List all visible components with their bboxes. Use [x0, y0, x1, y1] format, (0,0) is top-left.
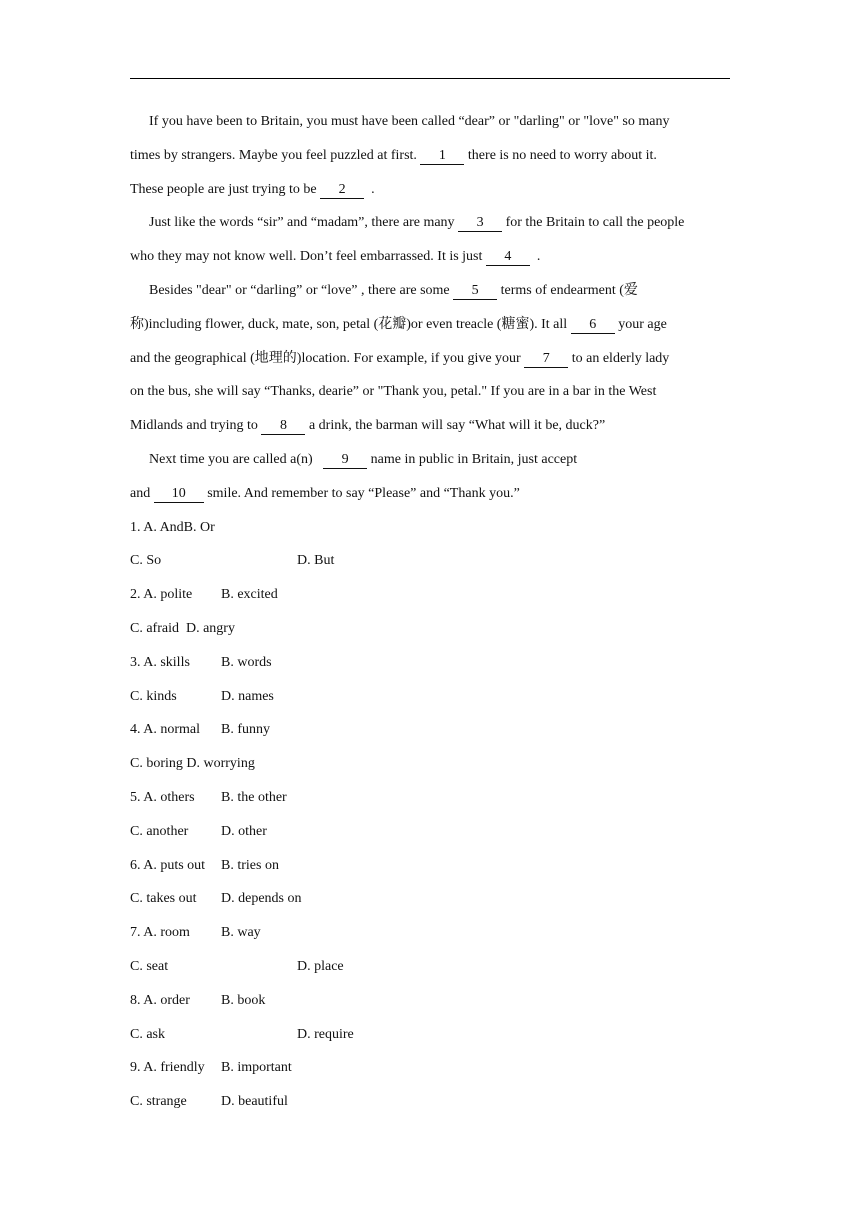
option-text: 1. A. AndB. Or	[130, 519, 215, 535]
passage-text: Midlands and trying to	[130, 418, 262, 434]
option-text: D. beautiful	[221, 1094, 288, 1110]
passage-text: there is no need to worry about it.	[464, 147, 657, 163]
passage-text: Just like the words “sir” and “madam”, there are many	[149, 215, 459, 231]
passage-line	[130, 178, 730, 212]
question-6-options-cd	[130, 887, 730, 921]
option-text: B. words	[221, 654, 272, 670]
question-3-options-ab	[130, 651, 730, 685]
passage-line	[130, 414, 730, 448]
passage-text: on the bus, she will say “Thanks, dearie” or "Thank you, petal." If you are in a bar in the West	[130, 384, 657, 400]
blank-4: 4	[486, 248, 530, 266]
passage-line	[130, 347, 730, 381]
passage-text: for the Britain to call the people	[502, 215, 685, 231]
passage-line	[130, 380, 730, 414]
option-text: B. the other	[221, 789, 287, 805]
question-7-options-cd	[130, 955, 730, 989]
blank-3: 3	[458, 214, 502, 232]
question-6-options-ab	[130, 854, 730, 888]
option-text: 9. A. friendly	[130, 1060, 205, 1076]
option-text: D. place	[297, 958, 344, 974]
passage-text: These people are just trying to be	[130, 181, 321, 197]
passage-line	[130, 110, 730, 144]
passage-text: who they may not know well. Don’t feel embarrassed. It is just	[130, 249, 486, 265]
option-text: B. tries on	[221, 857, 279, 873]
passage-text: and the geographical (地理的)location. For example, if you give your	[130, 350, 525, 366]
passage-text: If you have been to Britain, you must have been called “dear” or "darling" or "love" so many	[149, 114, 670, 129]
passage-line	[130, 211, 730, 245]
question-9-options-ab	[130, 1056, 730, 1090]
option-text: B. book	[221, 992, 266, 1008]
passage-text: terms of endearment (爱	[497, 282, 638, 298]
blank-5: 5	[453, 282, 497, 300]
blank-1: 1	[420, 147, 464, 165]
option-text: B. funny	[221, 722, 270, 738]
option-text: C. another	[130, 823, 189, 839]
option-text: C. takes out	[130, 891, 197, 907]
passage-line	[130, 482, 730, 516]
passage-text: .	[529, 249, 541, 265]
passage-text: Next time you are called a(n)	[149, 451, 324, 467]
blank-9: 9	[323, 451, 367, 469]
question-9-options-cd	[130, 1090, 730, 1124]
option-text: D. other	[221, 823, 267, 839]
blank-2: 2	[320, 181, 364, 199]
passage-line	[130, 313, 730, 347]
option-text: 5. A. others	[130, 789, 195, 805]
passage-text: name in public in Britain, just accept	[367, 451, 578, 467]
passage-text: 称)including flower, duck, mate, son, petal (花瓣)or even treacle (糖蜜). It all	[130, 316, 571, 332]
passage-line	[130, 144, 730, 178]
question-2-options-ab	[130, 583, 730, 617]
option-text: D. names	[221, 688, 274, 704]
passage-text: times by strangers. Maybe you feel puzzled at first.	[130, 147, 421, 163]
blank-6: 6	[571, 316, 615, 334]
option-text: C. kinds	[130, 688, 177, 704]
question-4-options-cd	[130, 752, 730, 786]
option-text: C. boring D. worrying	[130, 756, 255, 772]
question-2-options-cd	[130, 617, 730, 651]
passage-text: .	[364, 181, 375, 197]
passage-text: a drink, the barman will say “What will it be, duck?”	[305, 418, 606, 434]
option-text: C. seat	[130, 958, 169, 974]
option-text: 4. A. normal	[130, 722, 200, 738]
question-3-options-cd	[130, 685, 730, 719]
passage-text: your age	[614, 316, 667, 332]
question-4-options-ab	[130, 718, 730, 752]
blank-10: 10	[154, 485, 204, 503]
question-5-options-cd	[130, 820, 730, 854]
passage-text: smile. And remember to say “Please” and “Thank you.”	[203, 485, 520, 501]
option-text: 6. A. puts out	[130, 857, 206, 873]
option-text: B. excited	[221, 587, 278, 603]
passage-text: to an elderly lady	[568, 350, 670, 366]
question-8-options-cd	[130, 1023, 730, 1057]
question-1-options-ab	[130, 516, 730, 550]
question-1-options-cd	[130, 549, 730, 583]
option-text: D. require	[297, 1026, 354, 1042]
option-text: D. depends on	[221, 891, 302, 907]
blank-7: 7	[524, 350, 568, 368]
passage-text: Besides "dear" or “darling” or “love” , there are some	[149, 282, 454, 298]
option-text: 7. A. room	[130, 925, 190, 941]
document-body	[130, 110, 730, 1124]
passage-line	[130, 448, 730, 482]
option-text: C. ask	[130, 1026, 165, 1042]
header-rule	[130, 78, 730, 79]
option-text: 2. A. polite	[130, 587, 193, 603]
blank-8: 8	[261, 417, 305, 435]
option-text: 8. A. order	[130, 992, 190, 1008]
option-text: 3. A. skills	[130, 654, 190, 670]
option-text: C. strange	[130, 1094, 187, 1110]
passage-line	[130, 245, 730, 279]
option-text: B. way	[221, 925, 261, 941]
option-text: C. afraid D. angry	[130, 620, 235, 636]
option-text: B. important	[221, 1060, 292, 1076]
question-8-options-ab	[130, 989, 730, 1023]
question-5-options-ab	[130, 786, 730, 820]
passage-line	[130, 279, 730, 313]
option-text: C. So	[130, 553, 162, 569]
option-text: D. But	[297, 553, 335, 569]
question-7-options-ab	[130, 921, 730, 955]
passage-text: and	[130, 485, 154, 501]
